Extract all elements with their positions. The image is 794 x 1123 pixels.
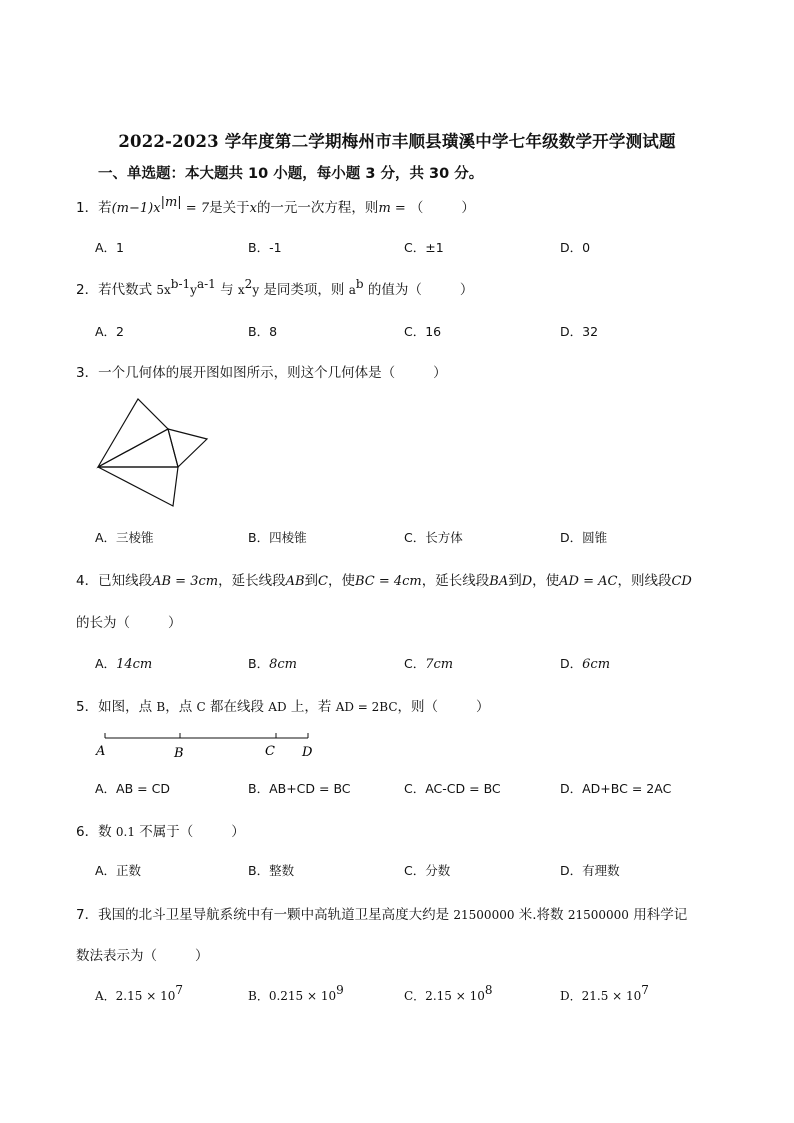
q2-option-c[interactable]: C．16 (404, 324, 442, 339)
q3-option-a[interactable]: A．三棱锥 (95, 530, 154, 545)
question-number: 4． (76, 573, 99, 589)
q6-option-d[interactable]: D．有理数 (560, 863, 620, 878)
q1-option-d[interactable]: D．0 (560, 240, 591, 255)
exam-title: 2022-2023 学年度第二学期梅州市丰顺县璜溪中学七年级数学开学测试题 (118, 132, 676, 151)
section-heading: 一、单选题：本大题共 10 小题，每小题 3 分，共 30 分。 (98, 166, 484, 182)
segment-ad-figure (90, 728, 330, 764)
net-triangle-middle (98, 429, 178, 467)
net-triangle-right (168, 429, 207, 467)
net-triangle-bottom (98, 467, 178, 506)
q1-option-b[interactable]: B．-1 (248, 240, 282, 255)
question-1: 1．若$(m-1)x^{|m|} = 7$是关于x的一元一次方程，则m = （ ） (76, 195, 475, 216)
question-7: 7．我国的北斗卫星导航系统中有一颗中高轨道卫星高度大约是 21500000 米.将数 21500000 用科学记 (76, 907, 688, 923)
pyramid-net-figure (90, 392, 220, 512)
q3-option-c[interactable]: C．长方体 (404, 530, 463, 545)
q7-option-a[interactable]: A．$2.15 \times 10^7$ (95, 983, 183, 1003)
q3-option-d[interactable]: D．圆锥 (560, 530, 608, 545)
question-number: 7． (76, 907, 99, 923)
question-2: 2．若代数式 $5x^{b-1}y^{a-1}$ 与 $x^2y$ 是同类项，则 $a^b$ 的值为（ ） (76, 277, 474, 298)
q6-option-b[interactable]: B．整数 (248, 863, 295, 878)
question-number: 3． (76, 365, 99, 381)
q4-option-b[interactable]: B．8cm (248, 656, 297, 672)
q5-option-b[interactable]: B．AB+CD = BC (248, 781, 351, 796)
q1-option-a[interactable]: A．1 (95, 240, 125, 255)
question-4-line-2: 的长为（ ） (76, 615, 182, 631)
q7-option-c[interactable]: C．$2.15 \times 10^8$ (404, 983, 493, 1003)
q3-option-b[interactable]: B．四棱锥 (248, 530, 307, 545)
q7-option-d[interactable]: D．$21.5 \times 10^7$ (560, 983, 649, 1003)
point-label-d: D (302, 745, 313, 760)
question-number: 2． (76, 282, 99, 298)
q5-option-c[interactable]: C．AC-CD = BC (404, 781, 501, 796)
q2-option-d[interactable]: D．32 (560, 324, 599, 339)
point-label-a: A (96, 744, 106, 759)
question-6: 6．数 0.1 不属于（ ） (76, 824, 245, 840)
q1-option-c[interactable]: C．±1 (404, 240, 444, 255)
q2-option-b[interactable]: B．8 (248, 324, 278, 339)
question-5: 5．如图，点 B，点 C 都在线段 AD 上，若 AD = 2BC，则（ ） (76, 699, 490, 715)
point-label-c: C (265, 744, 275, 759)
question-3: 3．一个几何体的展开图如图所示，则这个几何体是（ ） (76, 365, 447, 381)
point-label-b: B (174, 746, 184, 761)
q5-option-d[interactable]: D．AD+BC = 2AC (560, 781, 672, 796)
question-4: 4．已知线段AB = 3cm，延长线段AB到C，使BC = 4cm，延长线段BA到D，使AD = AC，则线段CD (76, 573, 692, 589)
q6-option-a[interactable]: A．正数 (95, 863, 142, 878)
question-7-line-2: 数法表示为（ ） (76, 948, 209, 964)
question-number: 1． (76, 200, 99, 216)
q7-option-b[interactable]: B．$0.215 \times 10^9$ (248, 983, 344, 1003)
q6-option-c[interactable]: C．分数 (404, 863, 451, 878)
q4-option-d[interactable]: D．6cm (560, 656, 611, 672)
q4-option-a[interactable]: A．14cm (95, 656, 153, 672)
net-triangle-top (98, 399, 168, 467)
q5-option-a[interactable]: A．AB = CD (95, 781, 170, 796)
question-number: 5． (76, 699, 99, 715)
question-number: 6． (76, 824, 99, 840)
q4-option-c[interactable]: C．7cm (404, 656, 454, 672)
q2-option-a[interactable]: A．2 (95, 324, 125, 339)
